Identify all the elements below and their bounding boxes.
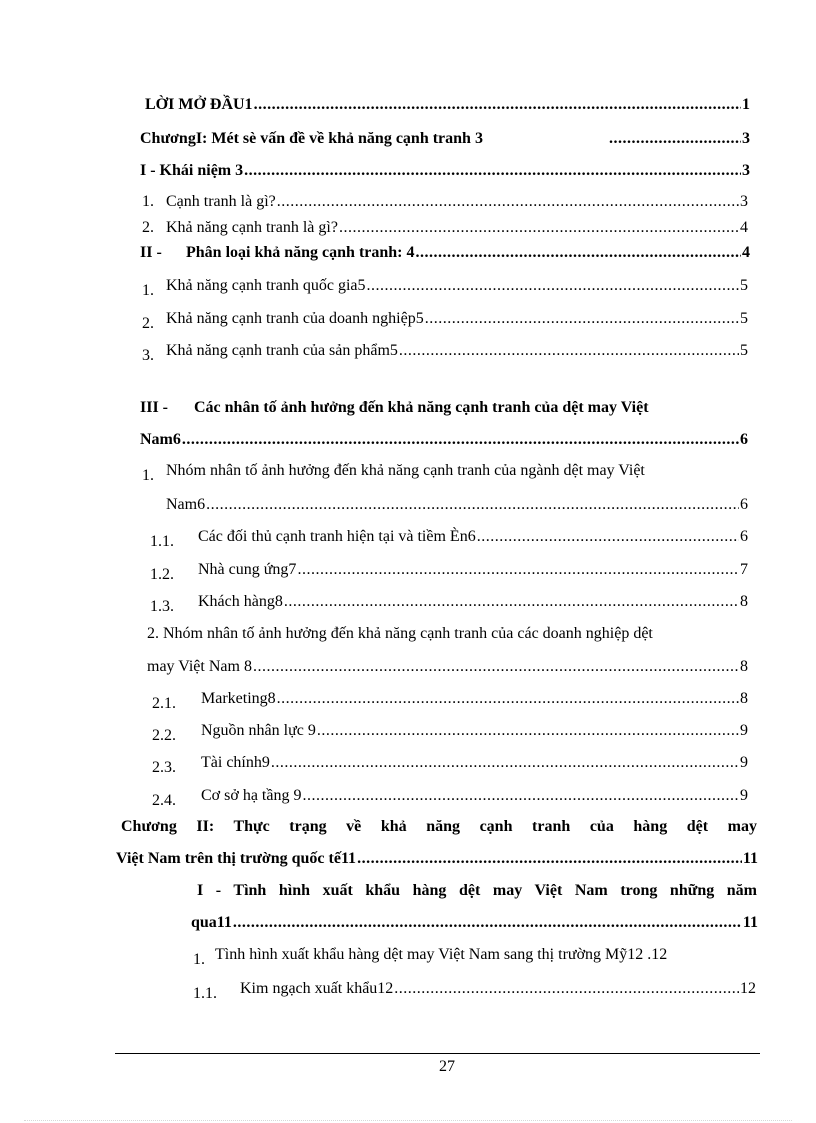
- toc-entry-text: Marketing8: [201, 690, 276, 707]
- toc-entry-text-cont: Nam6: [140, 431, 181, 448]
- toc-entry-number: 2.4.: [152, 792, 176, 809]
- leader-dots: [233, 914, 742, 932]
- leader-dots: [366, 277, 739, 295]
- toc-entry-page: 7: [740, 561, 748, 578]
- toc-entry-nhom-dn[interactable]: [147, 625, 653, 643]
- toc-entry-nhan-to-cont[interactable]: [140, 431, 748, 449]
- toc-entry-number: 1.1.: [193, 985, 217, 1002]
- toc-entry-doanh-nghiep[interactable]: [142, 310, 748, 332]
- toc-entry-number: 1.2.: [150, 566, 174, 583]
- leader-dots: [317, 722, 739, 740]
- toc-entry-number: III -: [140, 399, 169, 416]
- leader-dots: [477, 528, 739, 546]
- toc-entry-number: 1.: [193, 951, 205, 968]
- toc-entry-nhan-luc[interactable]: [152, 722, 748, 744]
- leader-dots: [399, 342, 739, 360]
- toc-entry-page: 6: [740, 528, 748, 545]
- toc-entry-text: Các nhân tố ảnh hưởng đến khả năng cạnh tranh của dệt may Việt: [194, 399, 649, 416]
- toc-entry-text: Cơ sở hạ tầng 9: [201, 787, 302, 804]
- toc-entry-text: Cạnh tranh là gì?: [166, 193, 276, 210]
- leader-dots: [609, 130, 741, 148]
- toc-entry-co-so[interactable]: [152, 787, 748, 809]
- leader-dots: [339, 219, 739, 237]
- leader-dots: [357, 850, 742, 868]
- toc-entry-page: 1: [742, 96, 750, 113]
- toc-entry-loi-mo-dau[interactable]: [145, 96, 750, 114]
- toc-entry-doi-thu[interactable]: [150, 528, 748, 550]
- toc-entry-text: Khả năng cạnh tranh của doanh nghiệp5: [166, 310, 424, 327]
- toc-entry-page: 6: [740, 431, 748, 448]
- toc-entry-canh-tranh[interactable]: [142, 193, 748, 211]
- toc-entry-text: Khả năng cạnh tranh quốc gia5: [166, 277, 366, 294]
- toc-entry-number: 3.: [142, 347, 154, 364]
- leader-dots: [253, 658, 739, 676]
- toc-entry-page: 5: [740, 310, 748, 327]
- toc-entry-thi-truong-my[interactable]: [193, 946, 668, 968]
- toc-entry-nhom-nganh-cont[interactable]: [166, 496, 748, 514]
- toc-entry-number: 2.1.: [152, 695, 176, 712]
- toc-entry-kim-ngach[interactable]: [193, 980, 756, 1002]
- toc-entry-text: Nhà cung ứng7: [198, 561, 297, 578]
- page-bottom-border: [24, 1120, 792, 1121]
- leader-dots: [277, 690, 739, 708]
- toc-entry-number: 1.3.: [150, 598, 174, 615]
- toc-entry-xuat-khau-cont[interactable]: [191, 914, 758, 932]
- toc-entry-khai-niem[interactable]: [140, 162, 750, 180]
- leader-dots: [182, 431, 739, 449]
- toc-entry-number: 1.: [142, 467, 154, 484]
- toc-entry-page: 12: [740, 980, 756, 997]
- leader-dots: [297, 561, 739, 579]
- leader-dots: [254, 96, 741, 114]
- toc-entry-number: 1.1.: [150, 533, 174, 550]
- toc-entry-page: 4: [740, 219, 748, 236]
- toc-entry-text: Nhóm nhân tố ảnh hưởng đến khả năng cạnh tranh của ngành dệt may Việt: [166, 462, 645, 479]
- toc-entry-nhan-to[interactable]: [140, 399, 649, 417]
- toc-entry-tai-chinh[interactable]: [152, 754, 748, 776]
- toc-entry-number: II -: [140, 244, 162, 261]
- toc-entry-text: I - Tình hình xuất khẩu hàng dệt may Việt Nam trong những năm: [197, 882, 757, 899]
- toc-entry-page: 8: [740, 593, 748, 610]
- footer-rule: [115, 1053, 760, 1054]
- toc-entry-number: 2.: [142, 219, 154, 236]
- leader-dots: [277, 193, 739, 211]
- leader-dots: [394, 980, 739, 998]
- toc-entry-number: 2.3.: [152, 759, 176, 776]
- toc-entry-text: Nguồn nhân lực 9: [201, 722, 316, 739]
- toc-entry-page: 9: [740, 754, 748, 771]
- toc-entry-number: 2.: [142, 315, 154, 332]
- toc-entry-nhom-nganh[interactable]: [142, 462, 645, 484]
- toc-entry-page: 9: [740, 722, 748, 739]
- toc-entry-number: 2.2.: [152, 727, 176, 744]
- toc-entry-page: 5: [740, 277, 748, 294]
- toc-entry-text: Chương II: Thực trạng về khả năng cạnh tranh của hàng dệt may: [121, 818, 757, 835]
- page-number: 27: [439, 1058, 455, 1075]
- toc-entry-page: 4: [742, 244, 750, 261]
- toc-entry-nhom-dn-cont[interactable]: [147, 658, 748, 676]
- toc-entry-number: 1.: [142, 193, 154, 210]
- leader-dots: [425, 310, 739, 328]
- toc-entry-text: Khả năng cạnh tranh của sản phẩm5: [166, 342, 398, 359]
- leader-dots: [416, 244, 741, 262]
- toc-entry-text-cont: may Việt Nam 8: [147, 658, 252, 675]
- toc-entry-page: 3: [740, 193, 748, 210]
- toc-entry-page: 5: [740, 342, 748, 359]
- toc-entry-chuong-1[interactable]: [140, 130, 750, 148]
- leader-dots: [302, 787, 739, 805]
- toc-entry-text: Kim ngạch xuất khẩu12: [240, 980, 394, 997]
- toc-entry-page: 8: [740, 658, 748, 675]
- toc-entry-xuat-khau[interactable]: [197, 882, 757, 900]
- toc-entry-page: 6: [740, 496, 748, 513]
- toc-entry-phan-loai[interactable]: [140, 244, 750, 262]
- toc-entry-text-cont: Việt Nam trên thị trường quốc tế11: [116, 850, 357, 867]
- toc-entry-text-cont: Nam6: [166, 496, 206, 513]
- toc-entry-san-pham[interactable]: [142, 342, 748, 364]
- toc-entry-text: Tình hình xuất khẩu hàng dệt may Việt Nam sang thị trường Mỹ12 .12: [215, 946, 668, 963]
- toc-entry-quoc-gia[interactable]: [142, 277, 748, 299]
- toc-entry-text: I - Khái niệm 3: [140, 162, 244, 179]
- leader-dots: [284, 593, 739, 611]
- leader-dots: [206, 496, 739, 514]
- toc-entry-page: 11: [742, 914, 758, 931]
- toc-entry-text: ChươngI: Mét sè vấn đề về khả năng cạnh tranh 3: [140, 130, 483, 147]
- toc-entry-page: 11: [742, 850, 758, 867]
- toc-entry-text-cont: qua11: [191, 914, 232, 931]
- toc-entry-page: 3: [742, 130, 750, 147]
- leader-dots: [271, 754, 739, 772]
- toc-entry-page: 8: [740, 690, 748, 707]
- toc-entry-text: Khả năng cạnh tranh là gì?: [166, 219, 338, 236]
- toc-entry-page: 3: [742, 162, 750, 179]
- toc-entry-nha-cung[interactable]: [150, 561, 748, 583]
- toc-entry-chuong-2-cont[interactable]: [116, 850, 758, 868]
- toc-entry-text: Tài chính9: [201, 754, 270, 771]
- toc-entry-marketing[interactable]: [152, 690, 748, 712]
- toc-entry-kha-nang[interactable]: [142, 219, 748, 237]
- toc-entry-number: 1.: [142, 282, 154, 299]
- toc-entry-khach-hang[interactable]: [150, 593, 748, 615]
- toc-entry-page: 9: [740, 787, 748, 804]
- leader-dots: [244, 162, 741, 180]
- toc-entry-text: Khách hàng8: [198, 593, 283, 610]
- toc-entry-text: 2. Nhóm nhân tố ảnh hưởng đến khả năng cạnh tranh của các doanh nghiệp dệt: [147, 625, 653, 642]
- toc-entry-text: Phân loại khả năng cạnh tranh: 4: [186, 244, 415, 261]
- toc-entry-chuong-2[interactable]: [121, 818, 757, 836]
- toc-entry-text: Các đối thủ cạnh tranh hiện tại và tiềm Èn6: [198, 528, 476, 545]
- toc-entry-text: LỜI MỞ ĐẦU1: [145, 96, 253, 113]
